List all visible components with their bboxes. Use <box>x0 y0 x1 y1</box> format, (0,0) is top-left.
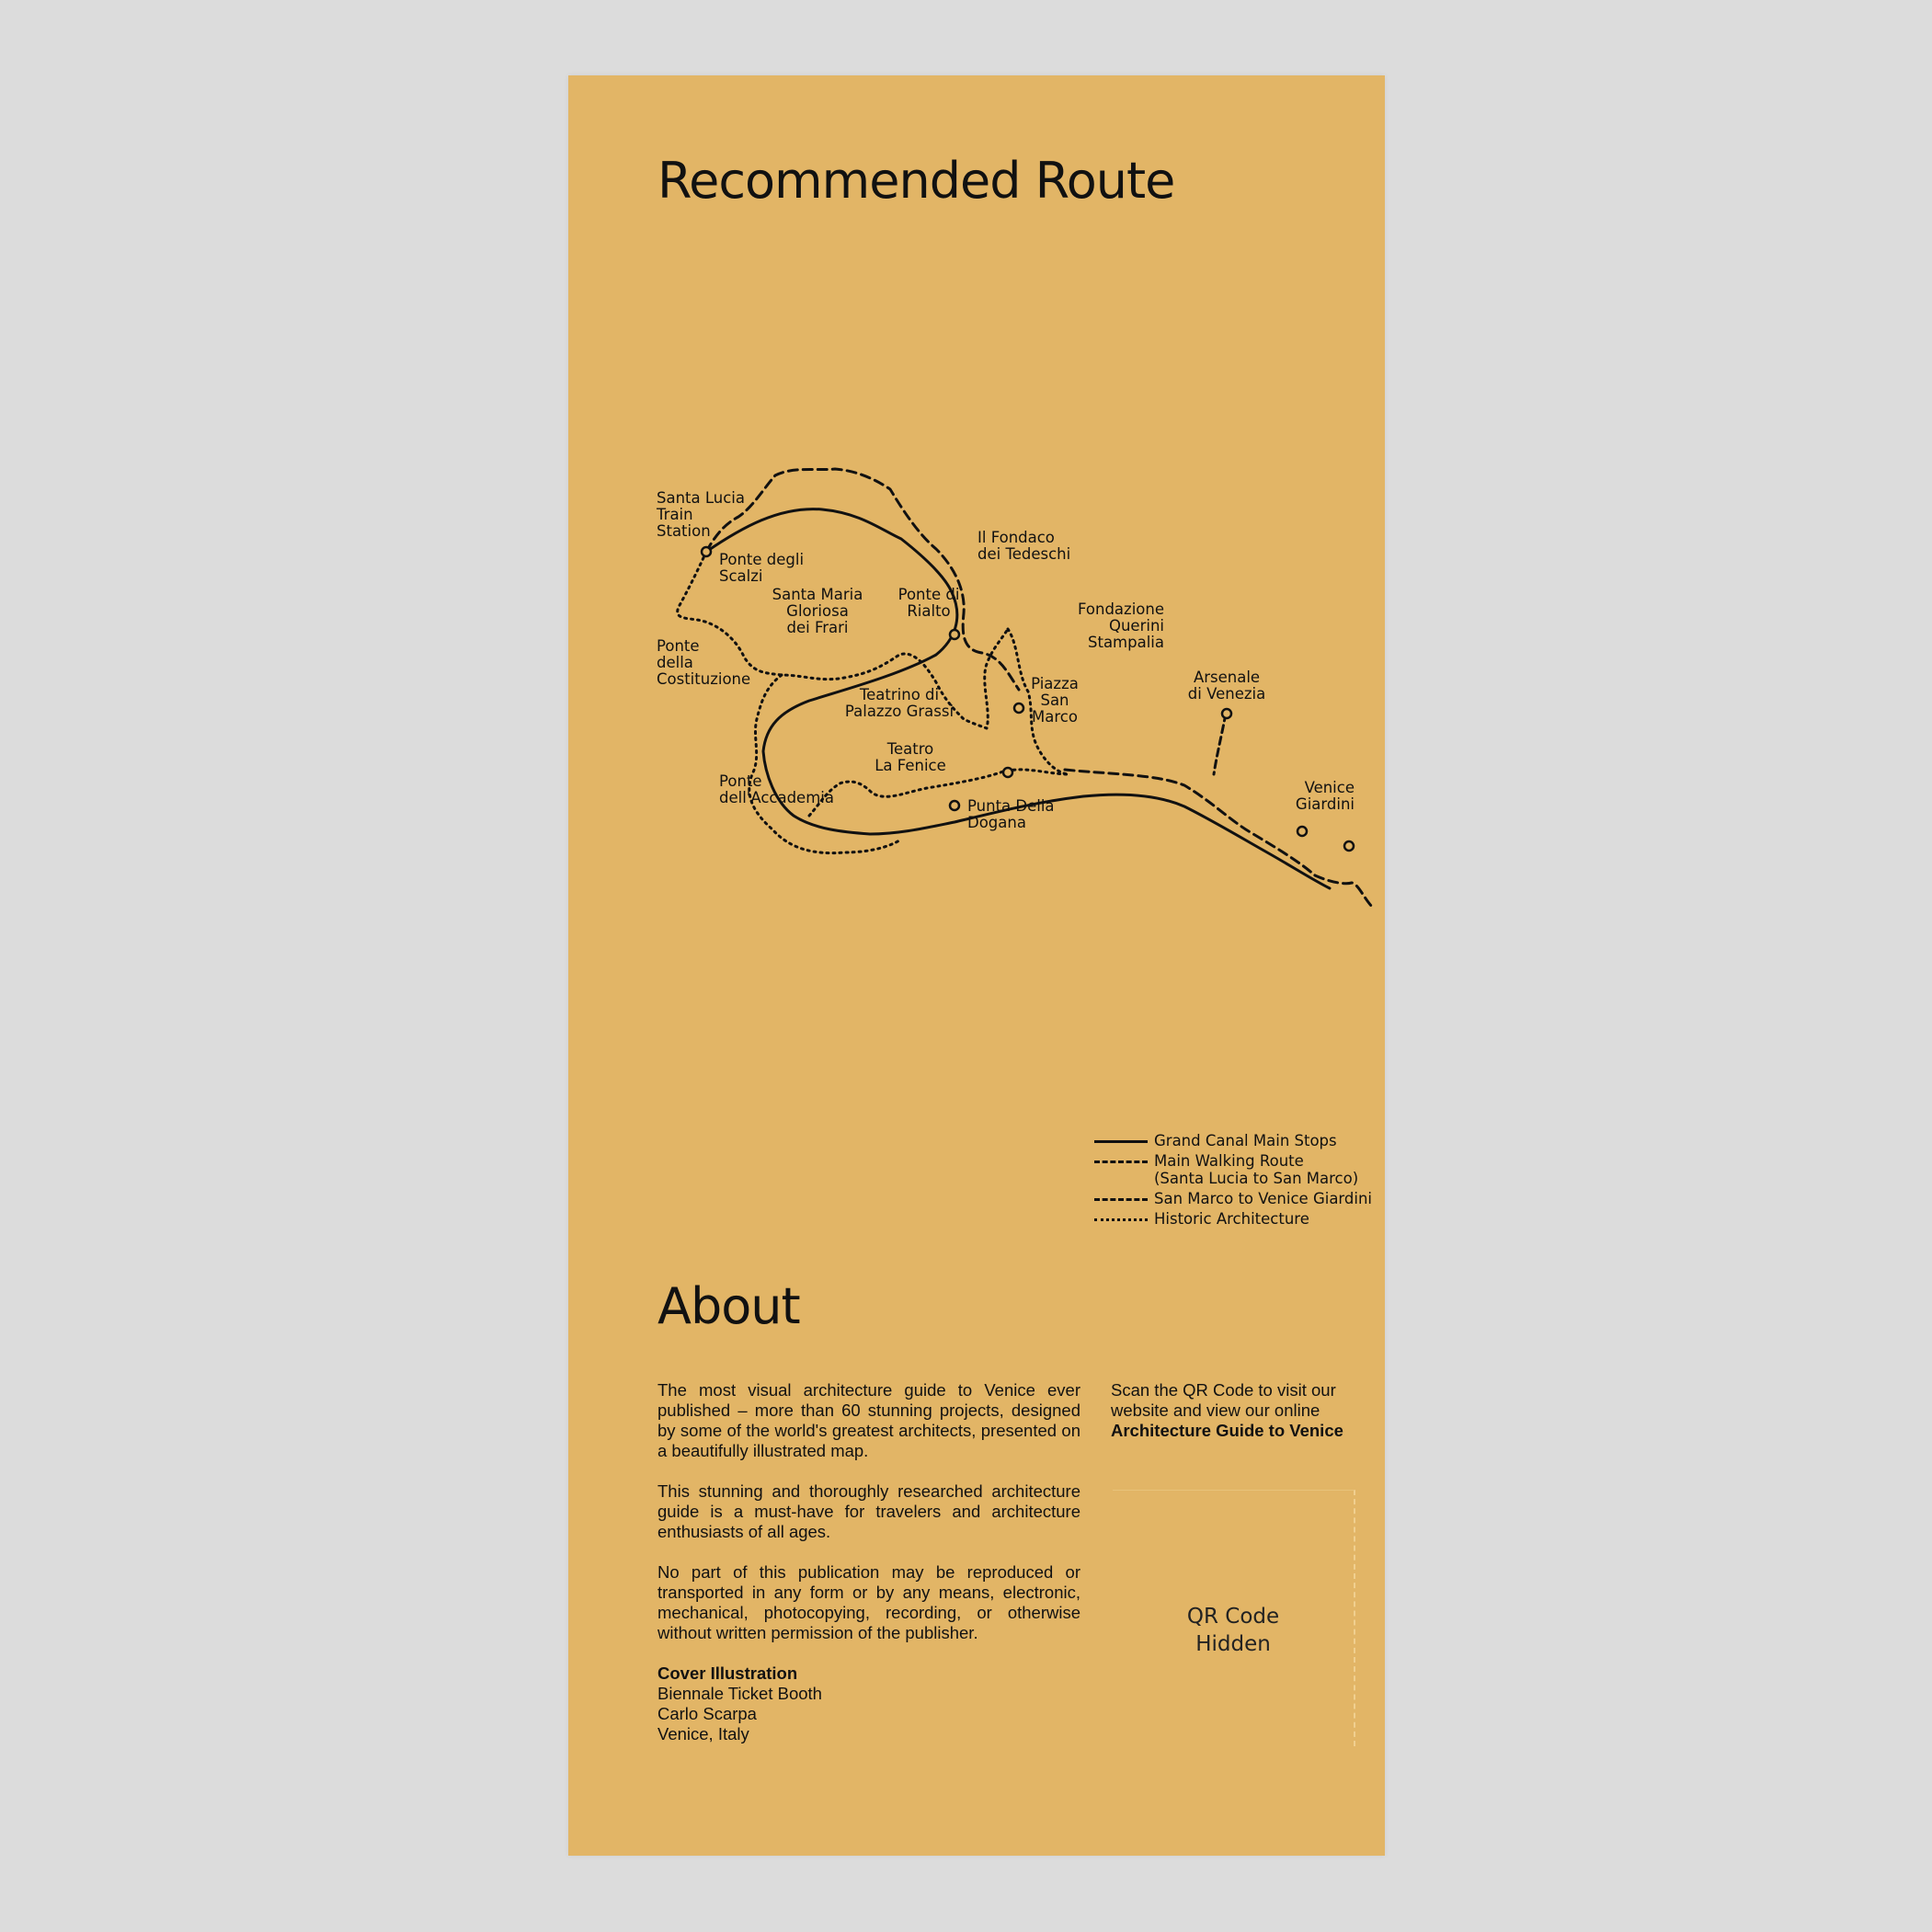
stop-marker-giardini <box>1298 827 1307 836</box>
credit-title: Cover Illustration <box>657 1663 798 1683</box>
label-frari-2: Gloriosa <box>786 602 849 620</box>
legend-label: Main Walking Route (Santa Lucia to San Marco) <box>1154 1152 1359 1187</box>
legend-label: San Marco to Venice Giardini <box>1154 1190 1373 1207</box>
legend-item-historic <box>1094 1210 1379 1228</box>
legend-swatch-dotted <box>1094 1218 1148 1221</box>
stop-marker-dogana <box>950 801 959 810</box>
label-arsenale-1: Arsenale <box>1193 669 1261 686</box>
label-scalzi-1: Ponte degli <box>719 551 805 568</box>
label-san-marco-3: Marco <box>1032 708 1078 726</box>
svg-text:Ponte degliScalzi <box>719 551 804 585</box>
credit-line: Biennale Ticket Booth <box>657 1684 822 1703</box>
label-frari-3: dei Frari <box>786 619 849 636</box>
legend-item-walking-route <box>1094 1152 1379 1187</box>
label-scalzi-2: Scalzi <box>719 567 763 585</box>
svg-text:Santa LuciaTrainStation <box>656 489 745 540</box>
about-paragraph-audience: This stunning and thoroughly researched architecture guide is a must-have for travelers and architecture enthusiasts of all ages. <box>657 1481 1080 1541</box>
stop-marker-santa-lucia <box>702 547 711 556</box>
qr-text-line: website and view our online <box>1111 1400 1320 1420</box>
about-title: About <box>657 1277 800 1335</box>
arsenale-connector <box>1214 714 1226 774</box>
qr-instructions <box>1111 1380 1359 1441</box>
label-costituzione-1: Ponte <box>657 637 700 655</box>
label-giardini-1: Venice <box>1304 779 1355 796</box>
stop-marker-fenice-canal <box>1003 768 1012 777</box>
qr-text-line: Scan the QR Code to visit our <box>1111 1380 1336 1400</box>
label-fondaco-1: Il Fondaco <box>977 529 1055 546</box>
label-palazzo-grassi-2: Palazzo Grassi <box>844 703 955 720</box>
about-paragraph-intro: The most visual architecture guide to Venice ever published – more than 60 stunning projects, designed by some of the world's greatest architects, presented on a beautifully illustrated map. <box>657 1380 1080 1460</box>
qr-placeholder-text: QR Code Hidden <box>1186 1605 1280 1656</box>
label-frari-1: Santa Maria <box>772 586 863 603</box>
label-rialto-1: Ponte di <box>897 586 960 603</box>
legend-swatch-dashed <box>1094 1198 1148 1201</box>
map-legend <box>1094 1132 1379 1230</box>
label-san-marco-2: San <box>1040 692 1069 709</box>
label-fondaco-2: dei Tedeschi <box>977 545 1071 563</box>
svg-text:Ponte diRialto <box>898 586 960 620</box>
legend-swatch-dashed <box>1094 1160 1148 1163</box>
label-santa-lucia-3: Station <box>657 522 711 540</box>
label-san-marco-1: Piazza <box>1031 675 1079 692</box>
legend-item-giardini-route <box>1094 1190 1379 1207</box>
label-querini-3: Stampalia <box>1088 634 1164 651</box>
label-rialto-2: Rialto <box>907 602 951 620</box>
legend-item-grand-canal <box>1094 1132 1379 1149</box>
svg-text:Pontedell'Accademia <box>719 772 834 806</box>
label-costituzione-3: Costituzione <box>657 670 751 688</box>
route-title: Recommended Route <box>657 152 1175 210</box>
stop-marker-san-marco <box>1014 703 1023 713</box>
credit-line: Carlo Scarpa <box>657 1704 757 1723</box>
cover-credit <box>657 1663 1080 1744</box>
credit-line: Venice, Italy <box>657 1724 749 1743</box>
label-santa-lucia-1: Santa Lucia <box>657 489 745 507</box>
qr-code-area[interactable] <box>1113 1490 1355 1746</box>
about-paragraph-copyright: No part of this publication may be reproduced or transported in any form or by any means, electronic, mechanical, photocopying, recording, or otherwise without written permission of the publisher. <box>657 1562 1080 1642</box>
label-dogana-1: Punta Della <box>967 797 1055 815</box>
stop-marker-arsenale <box>1222 709 1231 718</box>
svg-text:PiazzaSanMarco <box>1031 675 1079 726</box>
map-labels <box>656 489 1355 831</box>
label-giardini-2: Giardini <box>1295 795 1355 813</box>
svg-text:Teatrino diPalazzo Grassi <box>845 686 954 720</box>
qr-guide-title: Architecture Guide to Venice <box>1111 1421 1343 1440</box>
stop-marker-rialto <box>950 630 959 639</box>
route-map <box>568 75 1385 1271</box>
brochure-panel <box>568 75 1385 1856</box>
label-accademia-1: Ponte <box>719 772 762 790</box>
svg-text:VeniceGiardini <box>1296 779 1355 813</box>
label-santa-lucia-2: Train <box>657 506 693 523</box>
legend-label: Grand Canal Main Stops <box>1154 1132 1337 1149</box>
svg-text:TeatroLa Fenice <box>875 740 946 774</box>
label-arsenale-2: di Venezia <box>1187 685 1266 703</box>
svg-text:Santa MariaGloriosadei Frari <box>772 586 863 636</box>
legend-swatch-solid <box>1094 1140 1148 1143</box>
label-accademia-2: dell'Accademia <box>719 789 834 806</box>
label-palazzo-grassi-1: Teatrino di <box>859 686 940 703</box>
svg-text:Arsenaledi Venezia <box>1188 669 1265 703</box>
label-querini-1: Fondazione <box>1078 600 1164 618</box>
svg-text:FondazioneQueriniStampalia <box>1078 600 1164 651</box>
svg-text:Il Fondacodei Tedeschi <box>977 529 1070 563</box>
label-fenice-2: La Fenice <box>875 757 946 774</box>
label-dogana-2: Dogana <box>967 814 1026 831</box>
stop-marker-end <box>1344 841 1354 851</box>
svg-text:Punta DellaDogana <box>967 797 1055 831</box>
label-querini-2: Querini <box>1108 617 1164 634</box>
legend-label: Historic Architecture <box>1154 1210 1309 1228</box>
label-fenice-1: Teatro <box>886 740 934 758</box>
label-costituzione-2: della <box>657 654 693 671</box>
about-text <box>657 1380 1080 1744</box>
